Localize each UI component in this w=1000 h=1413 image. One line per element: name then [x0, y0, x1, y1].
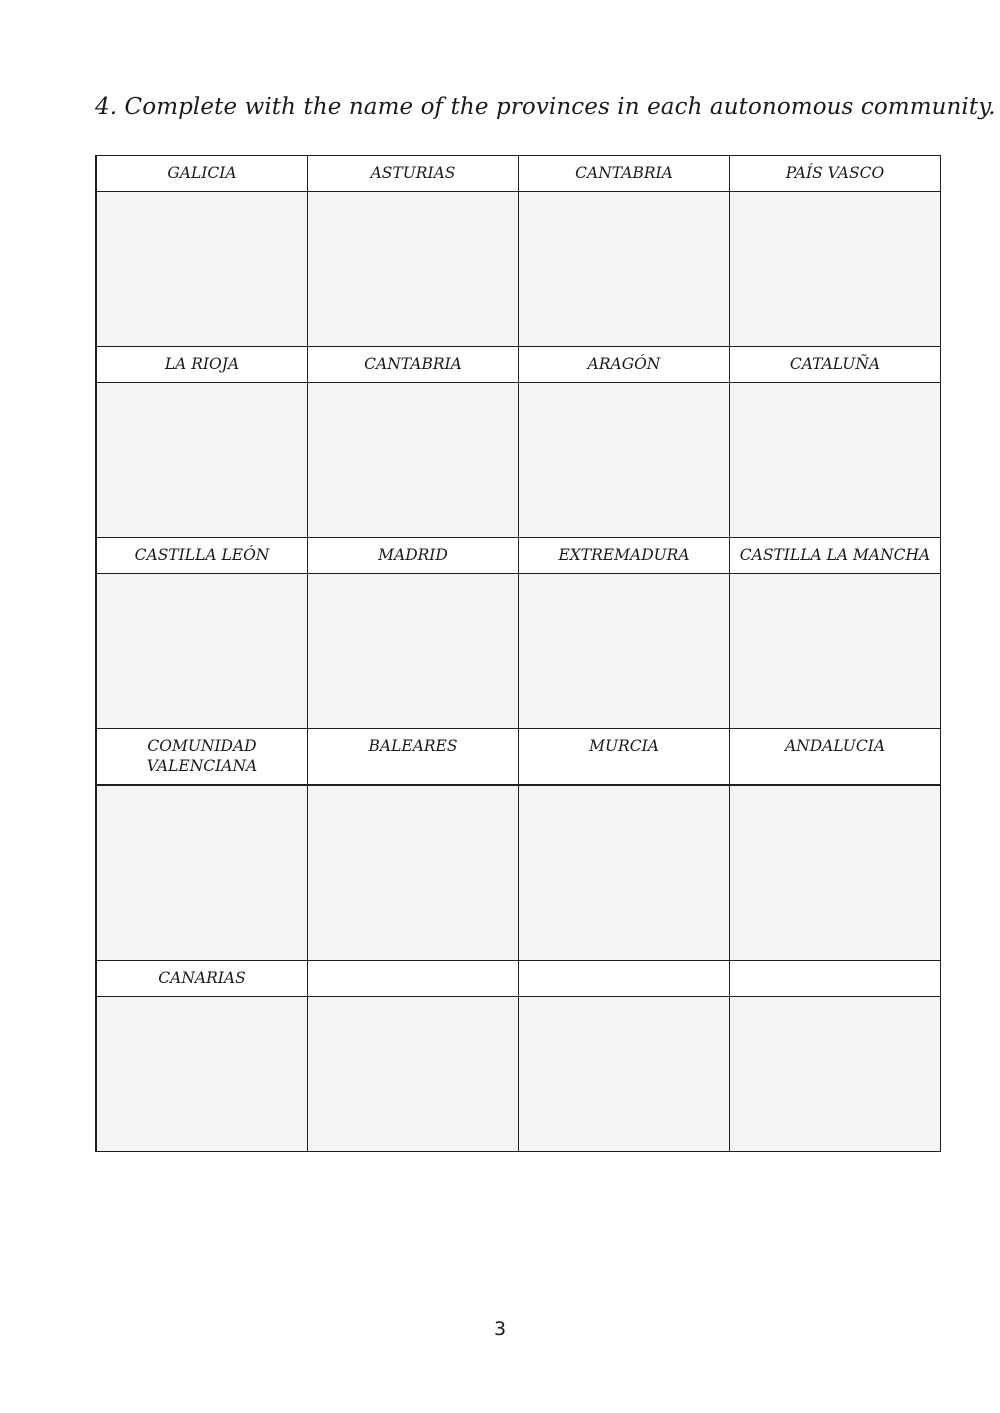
answer-cell[interactable] [519, 785, 730, 961]
provinces-table [95, 155, 941, 1152]
community-label: CANTABRIA [308, 347, 519, 383]
community-label: CANTABRIA [519, 156, 730, 192]
community-label: CASTILLA LA MANCHA [730, 538, 941, 574]
answer-row [96, 383, 941, 538]
community-label: ASTURIAS [308, 156, 519, 192]
answer-cell[interactable] [519, 997, 730, 1152]
answer-row [96, 997, 941, 1152]
answer-cell[interactable] [308, 785, 519, 961]
community-header-row [96, 538, 941, 574]
community-label: CANARIAS [96, 961, 308, 997]
answer-cell[interactable] [308, 192, 519, 347]
answer-cell[interactable] [308, 997, 519, 1152]
community-label: CATALUÑA [730, 347, 941, 383]
page-number: 3 [493, 1318, 507, 1340]
answer-cell[interactable] [96, 383, 308, 538]
answer-row [96, 574, 941, 729]
answer-cell[interactable] [730, 383, 941, 538]
community-header-row [96, 961, 941, 997]
community-label: GALICIA [96, 156, 308, 192]
community-label: EXTREMADURA [519, 538, 730, 574]
answer-cell[interactable] [96, 785, 308, 961]
answer-cell[interactable] [96, 192, 308, 347]
community-label: MURCIA [519, 729, 730, 786]
community-label: PAÍS VASCO [730, 156, 941, 192]
empty-label-cell [730, 961, 941, 997]
answer-cell[interactable] [730, 192, 941, 347]
answer-cell[interactable] [308, 383, 519, 538]
exercise-title: 4. Complete with the name of the provinces in each autonomous community. [95, 94, 996, 120]
answer-cell[interactable] [519, 574, 730, 729]
community-label: ANDALUCIA [730, 729, 941, 786]
answer-cell[interactable] [730, 574, 941, 729]
community-label: LA RIOJA [96, 347, 308, 383]
community-label: MADRID [308, 538, 519, 574]
answer-cell[interactable] [308, 574, 519, 729]
empty-label-cell [519, 961, 730, 997]
answer-cell[interactable] [519, 192, 730, 347]
community-label: ARAGÓN [519, 347, 730, 383]
answer-row [96, 192, 941, 347]
answer-cell[interactable] [96, 997, 308, 1152]
community-label: BALEARES [308, 729, 519, 786]
answer-cell[interactable] [730, 785, 941, 961]
community-header-row [96, 347, 941, 383]
community-label: CASTILLA LEÓN [96, 538, 308, 574]
community-header-row [96, 156, 941, 192]
community-header-row [96, 729, 941, 786]
answer-row [96, 785, 941, 961]
empty-label-cell [308, 961, 519, 997]
answer-cell[interactable] [96, 574, 308, 729]
community-label: COMUNIDAD VALENCIANA [96, 729, 308, 786]
answer-cell[interactable] [519, 383, 730, 538]
answer-cell[interactable] [730, 997, 941, 1152]
